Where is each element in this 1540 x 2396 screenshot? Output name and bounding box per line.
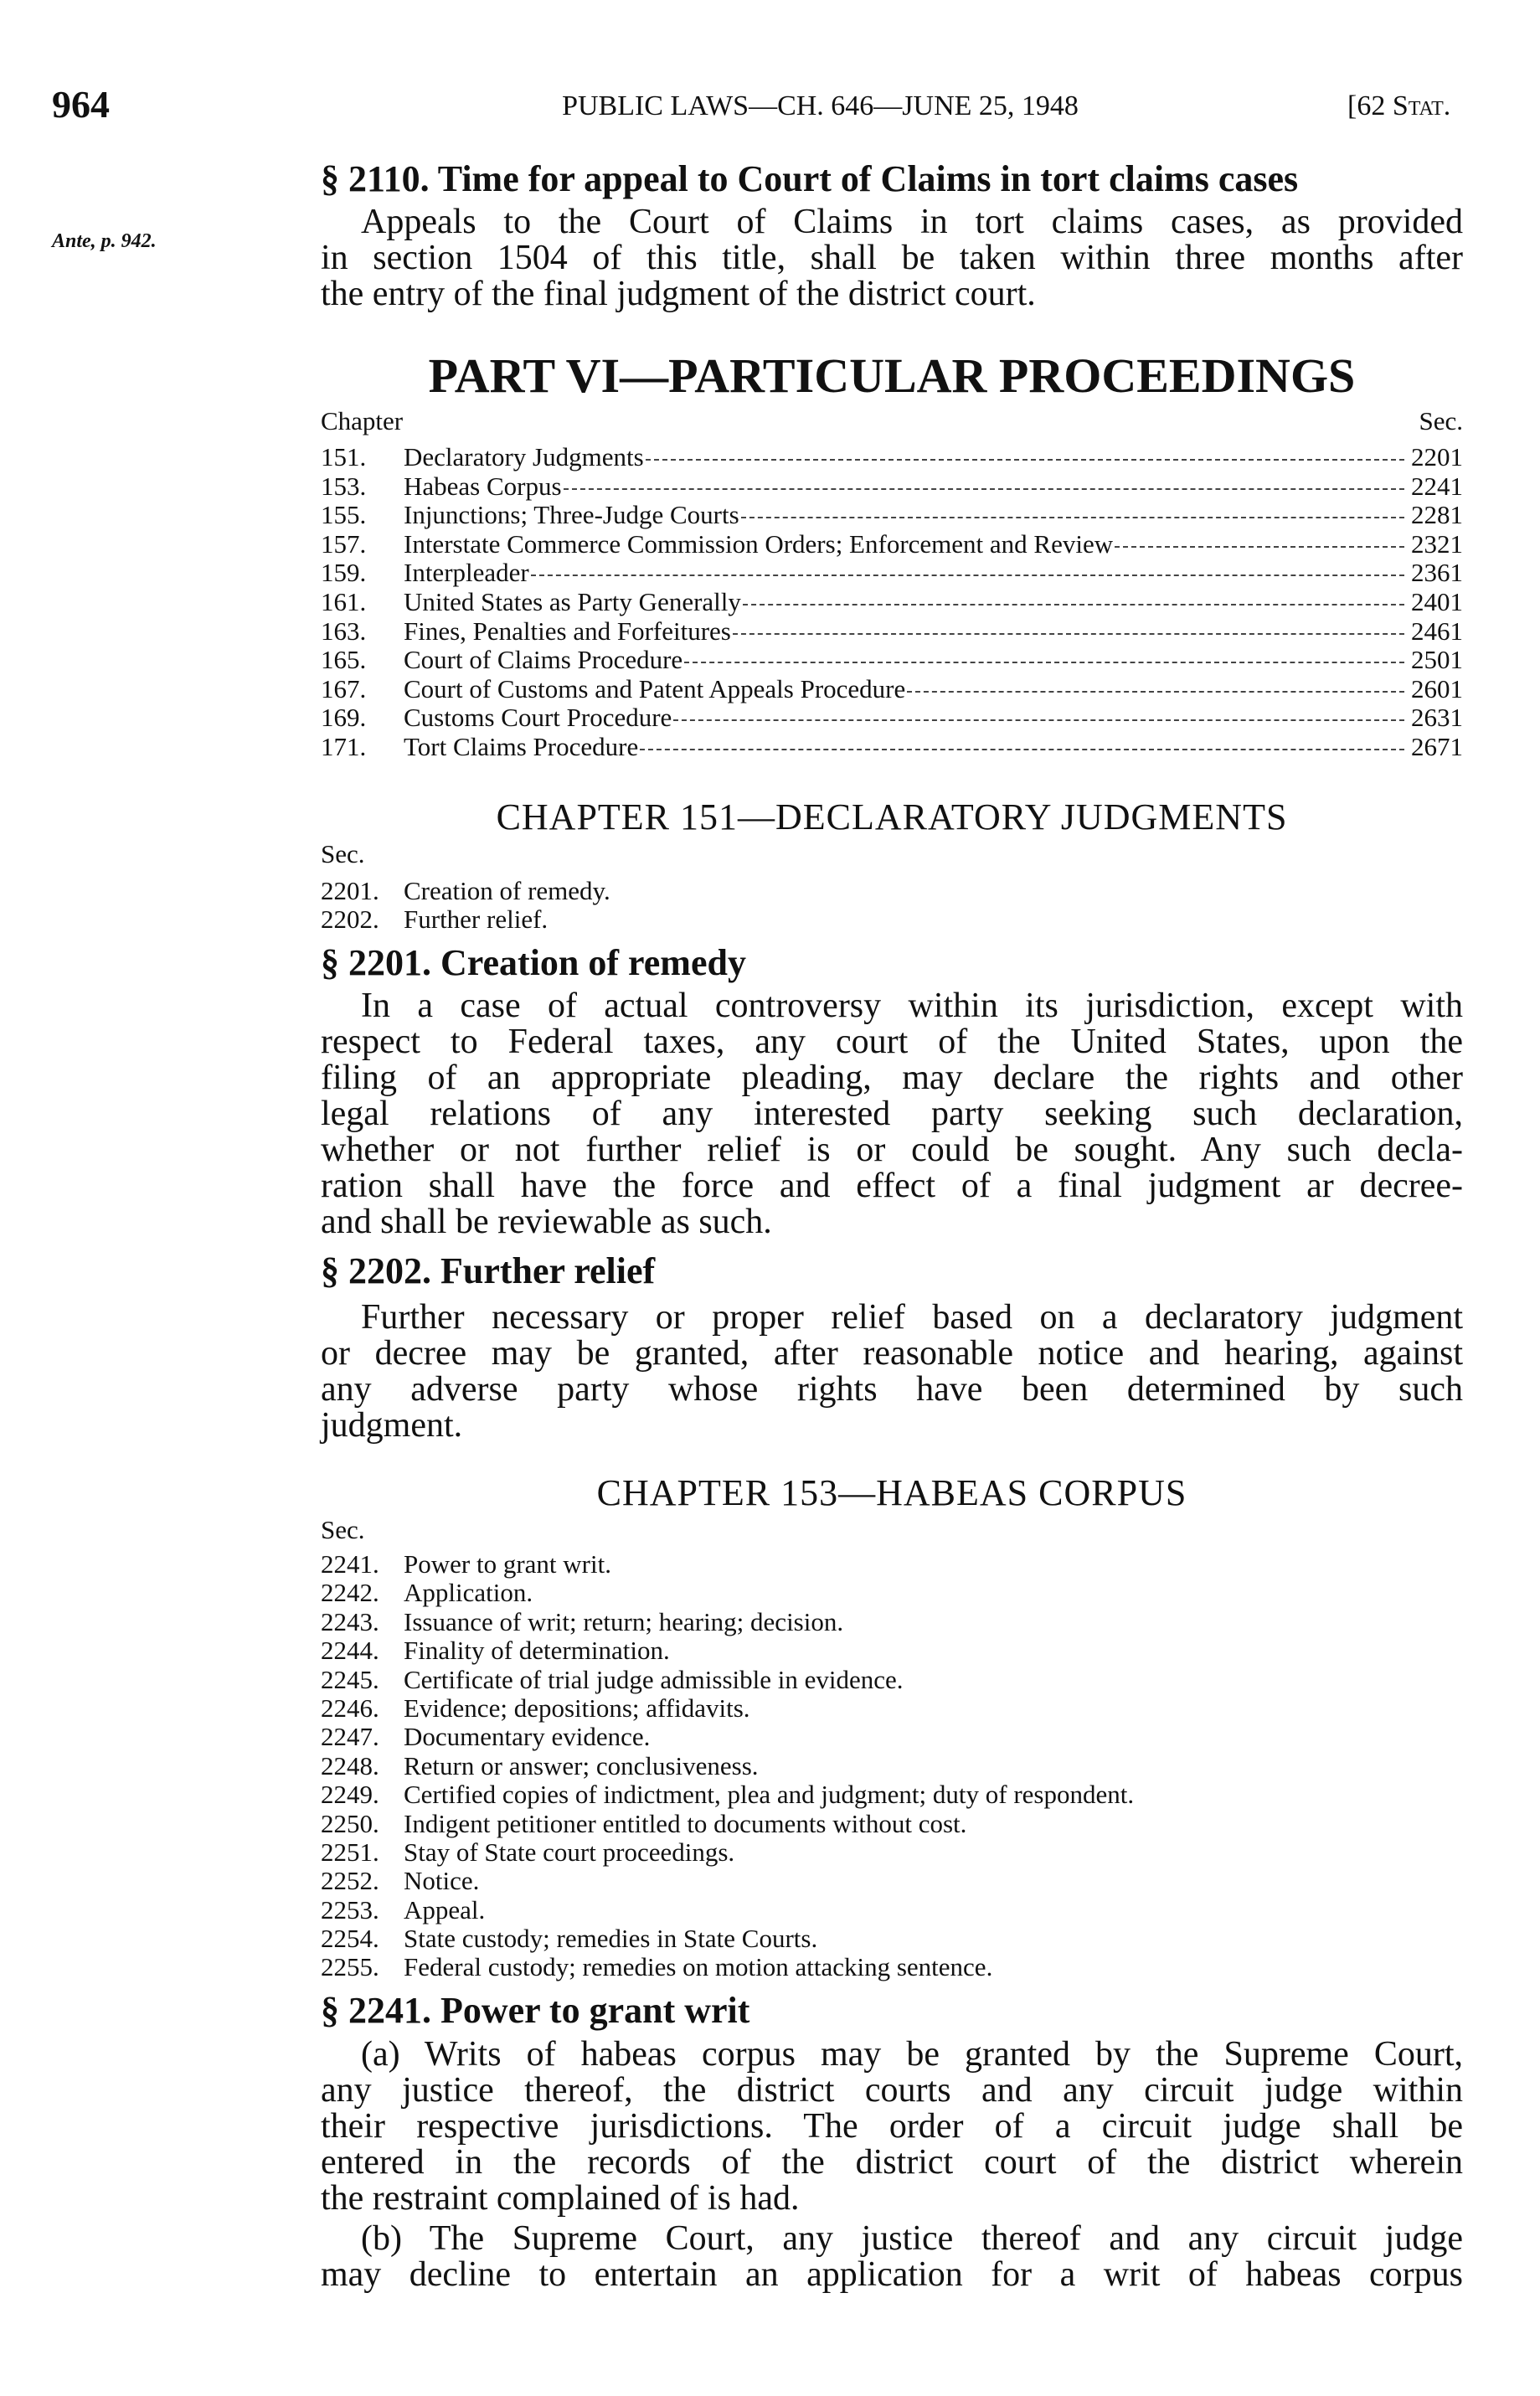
section-list-item (321, 876, 1463, 904)
section-list-item (321, 1895, 1463, 1924)
chapter-title: Habeas Corpus (404, 471, 562, 501)
chapter-start-section: 2401 (1411, 586, 1463, 616)
text-line: whether or not further relief is or could be sought. Any such decla- (321, 1131, 1463, 1169)
margin-note: Ante, p. 942. (52, 230, 157, 252)
leader-dashes (743, 604, 1404, 605)
text-line: Appeals to the Court of Claims in tort claims cases, as provided (361, 203, 1463, 241)
text-line: Further necessary or proper relief based on a declaratory judgment (361, 1298, 1463, 1337)
running-head: PUBLIC LAWS—CH. 646—JUNE 25, 1948 (562, 90, 1079, 121)
section-number: 2201. (321, 876, 379, 905)
section-list-item (321, 1751, 1463, 1780)
section-number: 2202. (321, 904, 379, 935)
section-title: Further relief. (404, 904, 549, 935)
section-list-item (321, 1636, 1463, 1664)
section-title: Evidence; depositions; affidavits. (404, 1693, 750, 1723)
leader-dashes (1115, 546, 1404, 548)
toc-row (321, 471, 1463, 501)
section-number: 2254. (321, 1924, 379, 1954)
text-line: ration shall have the force and effect of a final judgment ar decree- (321, 1167, 1463, 1205)
chapter-number: 171. (321, 731, 367, 761)
section-number: 2252. (321, 1866, 379, 1896)
chapter-start-section: 2461 (1411, 616, 1463, 646)
section-2110-text (321, 204, 1463, 312)
chapter-number: 165. (321, 645, 367, 675)
leader-dashes (531, 575, 1404, 576)
chapter-number: 169. (321, 703, 367, 733)
chapter-number: 159. (321, 558, 367, 588)
chapter-title: Interstate Commerce Commission Orders; Enforcement and Review (404, 528, 1114, 559)
leader-dashes (733, 633, 1404, 635)
chapter-number: 167. (321, 673, 367, 703)
text-line: legal relations of any interested party seeking such declaration, (321, 1095, 1463, 1133)
section-list-item (321, 1837, 1463, 1866)
section-2201-heading: § 2201. Creation of remedy (321, 942, 746, 983)
chapter-table-of-contents (321, 442, 1463, 761)
chapter-151-section-list (321, 876, 1463, 934)
toc-header (321, 407, 1463, 436)
section-list-item (321, 1693, 1463, 1722)
section-number: 2244. (321, 1636, 379, 1666)
section-2241-heading: § 2241. Power to grant writ (321, 1990, 750, 2031)
section-title: Return or answer; conclusiveness. (404, 1750, 759, 1780)
section-2241-paragraph-b (321, 2221, 1463, 2293)
section-title: Stay of State court proceedings. (404, 1837, 735, 1867)
chapter-number: 153. (321, 471, 367, 501)
toc-row (321, 500, 1463, 529)
toc-row (321, 529, 1463, 559)
leader-dashes (907, 691, 1404, 693)
chapter-number: 157. (321, 528, 367, 559)
chapter-start-section: 2631 (1411, 703, 1463, 733)
sec-label: Sec. (1419, 406, 1463, 435)
section-title: Creation of remedy. (404, 876, 610, 905)
text-line: filing of an appropriate pleading, may declare the rights and other (321, 1059, 1463, 1097)
text-line: may decline to entertain an application for a writ of habeas corpus (321, 2255, 1463, 2294)
section-2110-heading: § 2110. Time for appeal to Court of Claims in tort claims cases (321, 158, 1299, 199)
chapter-start-section: 2501 (1411, 645, 1463, 675)
section-number: 2246. (321, 1693, 379, 1723)
section-list-item (321, 1578, 1463, 1606)
section-number: 2241. (321, 1549, 379, 1579)
text-line: in section 1504 of this title, shall be taken within three months after (321, 239, 1463, 277)
chapter-153-heading: CHAPTER 153—HABEAS CORPUS (596, 1472, 1187, 1513)
chapter-start-section: 2601 (1411, 673, 1463, 703)
part-6-heading: PART VI—PARTICULAR PROCEEDINGS (428, 348, 1356, 403)
section-list-item (321, 1952, 1463, 1981)
section-title: Issuance of writ; return; hearing; decision. (404, 1606, 844, 1636)
leader-dashes (673, 719, 1404, 721)
section-list-item (321, 1809, 1463, 1837)
section-number: 2250. (321, 1808, 379, 1838)
text-line: (b) The Supreme Court, any justice thereof and any circuit judge (361, 2219, 1463, 2258)
text-line: In a case of actual controversy within its jurisdiction, except with (361, 987, 1463, 1025)
chapter-number: 161. (321, 586, 367, 616)
toc-row (321, 587, 1463, 616)
section-list-item (321, 1722, 1463, 1750)
toc-row (321, 558, 1463, 587)
text-line: respect to Federal taxes, any court of the United States, upon the (321, 1023, 1463, 1061)
chapter-start-section: 2281 (1411, 500, 1463, 530)
section-2202-heading: § 2202. Further relief (321, 1250, 656, 1291)
section-2202-text (321, 1300, 1463, 1444)
leader-dashes (640, 749, 1404, 750)
toc-row (321, 674, 1463, 703)
chapter-title: Injunctions; Three-Judge Courts (404, 500, 739, 530)
text-line: any adverse party whose rights have been determined by such (321, 1370, 1463, 1409)
chapter-start-section: 2361 (1411, 558, 1463, 588)
text-line: judgment. (321, 1406, 463, 1445)
text-line: or decree may be granted, after reasonable notice and hearing, against (321, 1334, 1463, 1373)
section-number: 2245. (321, 1664, 379, 1694)
chapter-title: Court of Customs and Patent Appeals Procedure (404, 673, 906, 703)
chapter-number: 163. (321, 616, 367, 646)
section-title: Federal custody; remedies on motion attacking sentence. (404, 1952, 993, 1982)
chapter-start-section: 2321 (1411, 528, 1463, 559)
text-line: and shall be reviewable as such. (321, 1203, 772, 1241)
chapter-153-section-list (321, 1549, 1463, 1981)
section-number: 2248. (321, 1750, 379, 1780)
section-title: Power to grant writ. (404, 1549, 611, 1579)
section-title: Appeal. (404, 1894, 486, 1925)
section-list-item (321, 904, 1463, 933)
section-number: 2247. (321, 1722, 379, 1752)
section-2201-text (321, 988, 1463, 1240)
statute-volume: [62 Stat. (1347, 90, 1451, 121)
section-title: Notice. (404, 1866, 480, 1896)
section-2241-paragraph-a (321, 2037, 1463, 2217)
text-line: any justice thereof, the district courts and any circuit judge within (321, 2071, 1463, 2110)
text-line: entered in the records of the district court of the district wherein (321, 2143, 1463, 2182)
chapter-title: Interpleader (404, 558, 529, 588)
section-title: Certified copies of indictment, plea and judgment; duty of respondent. (404, 1780, 1135, 1810)
text-line: the entry of the final judgment of the district court. (321, 275, 1036, 313)
chapter-151-heading: CHAPTER 151—DECLARATORY JUDGMENTS (496, 796, 1288, 837)
chapter-start-section: 2201 (1411, 442, 1463, 471)
section-title: Documentary evidence. (404, 1722, 651, 1752)
section-list-item (321, 1866, 1463, 1894)
section-title: Finality of determination. (404, 1636, 670, 1666)
chapter-153-sec-label: Sec. (321, 1515, 365, 1544)
chapter-start-section: 2241 (1411, 471, 1463, 501)
section-number: 2251. (321, 1837, 379, 1867)
section-title: Indigent petitioner entitled to documents without cost. (404, 1808, 967, 1838)
section-number: 2253. (321, 1894, 379, 1925)
toc-row (321, 703, 1463, 732)
leader-dashes (684, 662, 1404, 663)
chapter-start-section: 2671 (1411, 731, 1463, 761)
section-number: 2243. (321, 1606, 379, 1636)
section-number: 2249. (321, 1780, 379, 1810)
chapter-title: Court of Claims Procedure (404, 645, 683, 675)
section-number: 2242. (321, 1578, 379, 1608)
leader-dashes (646, 459, 1404, 461)
chapter-label: Chapter (321, 406, 404, 435)
chapter-title: Tort Claims Procedure (404, 731, 639, 761)
toc-row (321, 732, 1463, 761)
chapter-151-sec-label: Sec. (321, 839, 365, 868)
leader-dashes (564, 488, 1404, 490)
chapter-title: Declaratory Judgments (404, 442, 644, 471)
text-line: their respective jurisdictions. The order of a circuit judge shall be (321, 2107, 1463, 2146)
section-list-item (321, 1607, 1463, 1636)
toc-row (321, 645, 1463, 674)
section-list-item (321, 1549, 1463, 1578)
section-list-item (321, 1924, 1463, 1952)
text-line: the restraint complained of is had. (321, 2179, 800, 2218)
section-title: Application. (404, 1578, 533, 1608)
leader-dashes (741, 517, 1404, 518)
chapter-number: 155. (321, 500, 367, 530)
chapter-title: United States as Party Generally (404, 586, 741, 616)
page-number: 964 (52, 83, 110, 126)
chapter-title: Fines, Penalties and Forfeitures (404, 616, 731, 646)
chapter-title: Customs Court Procedure (404, 703, 672, 733)
section-list-item (321, 1665, 1463, 1693)
chapter-number: 151. (321, 442, 367, 471)
section-list-item (321, 1780, 1463, 1808)
text-line: (a) Writs of habeas corpus may be granted by the Supreme Court, (361, 2035, 1463, 2074)
toc-row (321, 442, 1463, 471)
toc-row (321, 616, 1463, 646)
section-title: Certificate of trial judge admissible in evidence. (404, 1664, 904, 1694)
section-number: 2255. (321, 1952, 379, 1982)
section-title: State custody; remedies in State Courts. (404, 1924, 818, 1954)
